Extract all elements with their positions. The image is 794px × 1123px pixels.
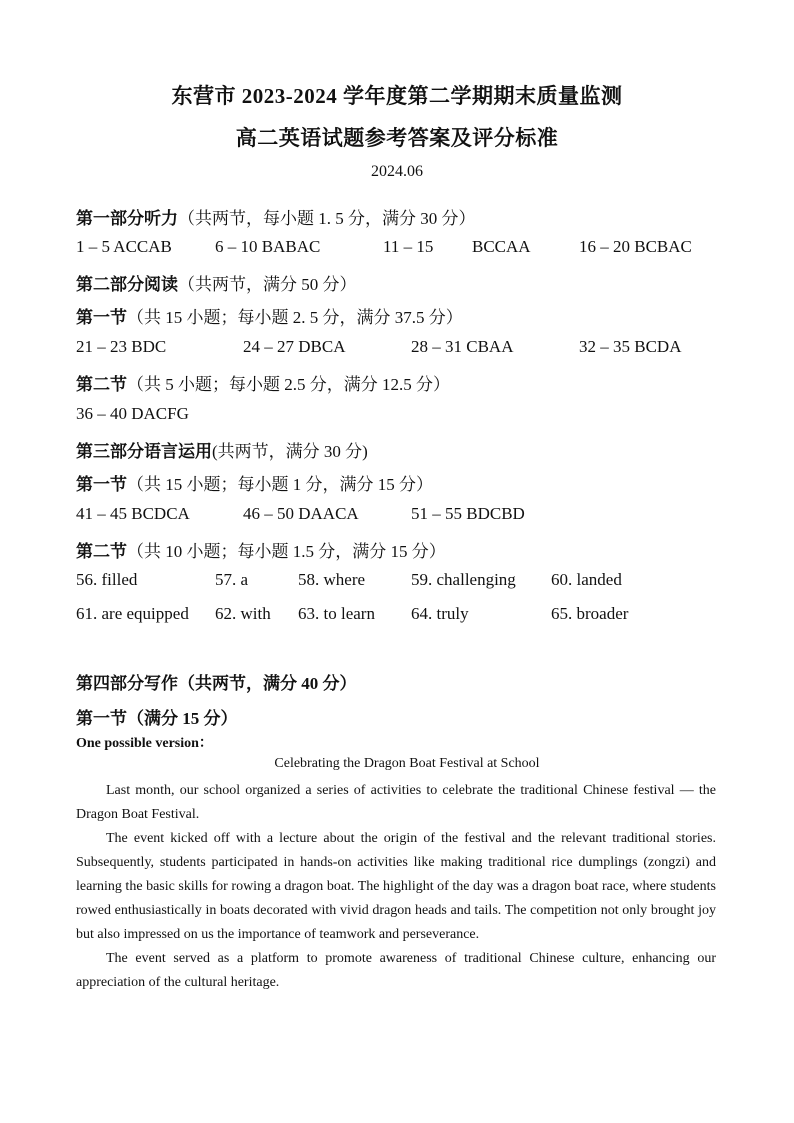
part3-sec2-answer-row-1	[76, 570, 736, 592]
answer-group: 41 – 45 BCDCA	[76, 504, 190, 523]
essay-paragraph: The event served as a platform to promote awareness of traditional Chinese culture, enhancing our appreciation of the cultural heritage.	[76, 951, 716, 990]
part2-heading: 第二部分阅读	[76, 275, 178, 294]
answer-item: 59. challenging	[411, 570, 516, 589]
answer-item: 56. filled	[76, 570, 138, 589]
answer-group: 21 – 23 BDC	[76, 337, 167, 356]
part1-heading: 第一部分听力	[76, 209, 178, 228]
document-date: 2024.06	[371, 163, 423, 180]
part2-sec1-heading: 第一节	[76, 308, 127, 327]
answer-group: 6 – 10 BABAC	[215, 237, 321, 256]
part3-sec2-heading: 第二节	[76, 542, 127, 561]
part2-heading-line	[76, 270, 357, 295]
answer-item: 63. to learn	[298, 604, 375, 623]
part2-sec1-answer-row	[76, 337, 736, 359]
part1-heading-line	[76, 204, 476, 229]
answer-group: 1 – 5 ACCAB	[76, 237, 172, 256]
answer-item: 64. truly	[411, 604, 469, 623]
part2-sec2-note: （共 5 小题；每小题 2.5 分，满分 12.5 分）	[127, 375, 450, 394]
part2-sec1-note: （共 15 小题；每小题 2. 5 分，满分 37.5 分）	[127, 308, 463, 327]
answer-item: 57. a	[215, 570, 249, 589]
answer-group: 36 – 40 DACFG	[76, 404, 189, 423]
part1-note: （共两节，每小题 1. 5 分，满分 30 分）	[178, 209, 476, 228]
part3-note: (共两节，满分 30 分)	[212, 442, 368, 461]
part3-heading-line	[76, 437, 368, 462]
answer-item: 60. landed	[551, 570, 622, 589]
part3-sec2-heading-line	[76, 537, 446, 562]
part4-heading: 第四部分写作（共两节，满分 40 分）	[76, 674, 357, 693]
part1-answer-row	[76, 237, 736, 259]
part2-sec2-answer-row	[76, 404, 736, 426]
part3-sec2-note: （共 10 小题；每小题 1.5 分，满分 15 分）	[127, 542, 446, 561]
essay-title: Celebrating the Dragon Boat Festival at School	[274, 756, 540, 771]
part3-sec1-heading-line	[76, 470, 433, 495]
part3-sec2-answer-row-2	[76, 604, 736, 626]
part3-sec1-answer-row	[76, 504, 736, 526]
answer-item: 61. are equipped	[76, 604, 189, 623]
answer-group: 11 – 15	[383, 237, 434, 256]
part3-sec1-note: （共 15 小题；每小题 1 分，满分 15 分）	[127, 475, 433, 494]
part2-sec2-heading-line	[76, 370, 450, 395]
document-title: 东营市 2023-2024 学年度第二学期期末质量监测	[171, 84, 623, 108]
part2-sec2-heading: 第二节	[76, 375, 127, 394]
answer-group: 46 – 50 DAACA	[243, 504, 359, 523]
answer-item: 62. with	[215, 604, 271, 623]
answer-group: 28 – 31 CBAA	[411, 337, 514, 356]
essay-paragraph: Last month, our school organized a series of activities to celebrate the traditional Chinese festival — the Dragon Boat Festival.	[76, 783, 716, 822]
version-label: One possible version：	[76, 736, 213, 751]
answer-group: 51 – 55 BDCBD	[411, 504, 525, 523]
answer-group: 32 – 35 BCDA	[579, 337, 682, 356]
part3-heading: 第三部分语言运用	[76, 442, 212, 461]
part2-note: （共两节，满分 50 分）	[178, 275, 357, 294]
answer-group: 24 – 27 DBCA	[243, 337, 346, 356]
answer-item: 65. broader	[551, 604, 629, 623]
part3-sec1-heading: 第一节	[76, 475, 127, 494]
document-subtitle: 高二英语试题参考答案及评分标准	[235, 126, 559, 150]
part2-sec1-heading-line	[76, 303, 463, 328]
essay-paragraph: The event kicked off with a lecture about the origin of the festival and the relevant traditional stories. Subsequently, students participated in hands-on activities like making traditional rice dumplings (zongzi) and learning the basic skills for rowing a dragon boat. The highlight of the day was a dragon boat race, where students rowed enthusiastically in boats decorated with vivid dragon heads and tails. The competition not only brought joy but also impressed on us the importance of teamwork and perseverance.	[76, 831, 716, 942]
answer-group: BCCAA	[472, 237, 531, 256]
part4-sec1-heading: 第一节（满分 15 分）	[76, 709, 238, 728]
answer-item: 58. where	[298, 570, 366, 589]
essay-body	[76, 779, 716, 995]
answer-group: 16 – 20 BCBAC	[579, 237, 692, 256]
